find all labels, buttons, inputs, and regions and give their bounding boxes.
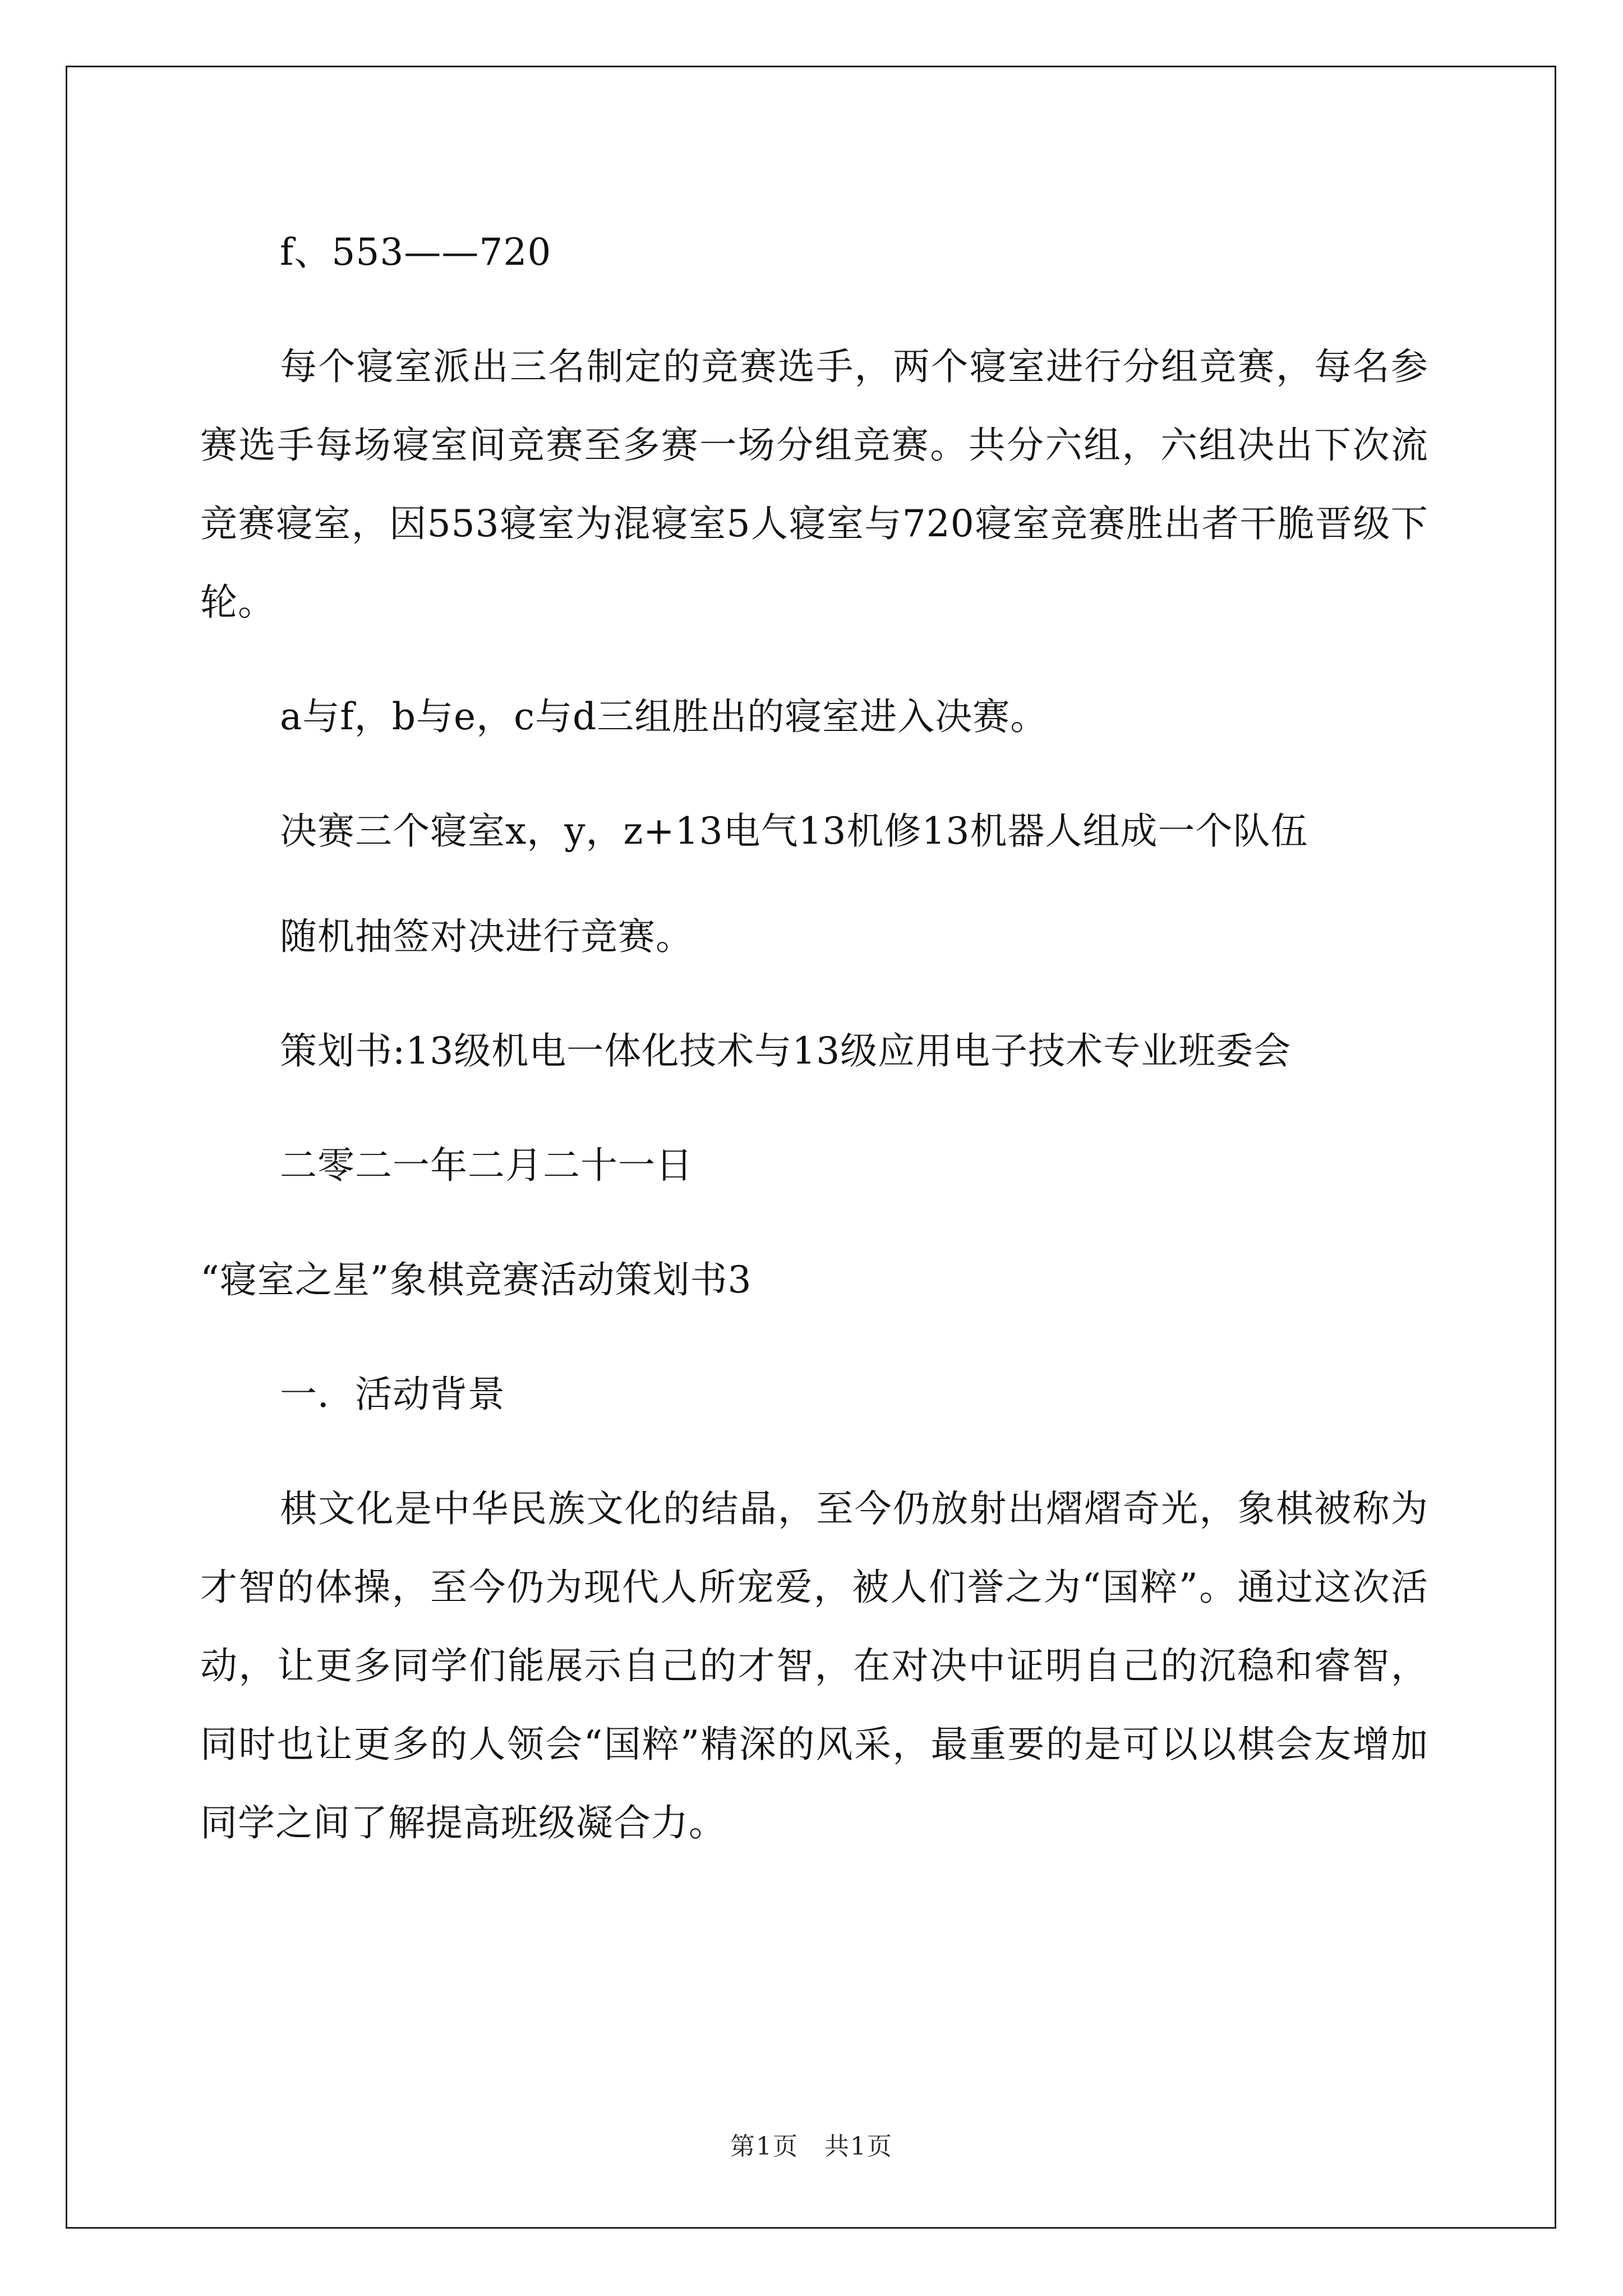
document-body xyxy=(200,213,1428,1898)
paragraph-final-entry: a与f，b与e，c与d三组胜出的寝室进入决赛。 xyxy=(280,695,1048,738)
paragraph-random-draw: 随机抽签对决进行竞赛。 xyxy=(280,915,693,958)
paragraph-competition-rules: 每个寝室派出三名制定的竞赛选手，两个寝室进行分组竞赛，每名参赛选手每场寝室间竞赛至多赛一场分组竞赛。共分六组，六组决出下次流竞赛寝室，因553寝室为混寝室5人寝室与720寝室竞赛胜出者干脆晋级下轮。 xyxy=(200,345,1428,624)
paragraph-date: 二零二一年二月二十一日 xyxy=(280,1144,693,1187)
section-title: “寝室之星”象棋竞赛活动策划书3 xyxy=(200,1258,752,1301)
paragraph-final-teams: 决赛三个寝室x，y，z+13电气13机修13机器人组成一个队伍 xyxy=(280,809,1308,853)
paragraph-planner: 策划书:13级机电一体化技术与13级应用电子技术专业班委会 xyxy=(280,1029,1292,1073)
paragraph-group-f: f、553——720 xyxy=(280,231,552,274)
section-heading-background: 一．活动背景 xyxy=(280,1373,505,1416)
paragraph-background: 棋文化是中华民族文化的结晶，至今仍放射出熠熠奇光，象棋被称为才智的体操，至今仍为现代人所宠爱，被人们誉之为“国粹”。通过这次活动，让更多同学们能展示自己的才智，在对决中证明自己的沉稳和睿智，同时也让更多的人领会“国粹”精深的风采，最重要的是可以以棋会友增加同学之间了解提高班级凝合力。 xyxy=(200,1487,1428,1844)
page-footer: 第1页 共1页 xyxy=(730,2132,893,2161)
